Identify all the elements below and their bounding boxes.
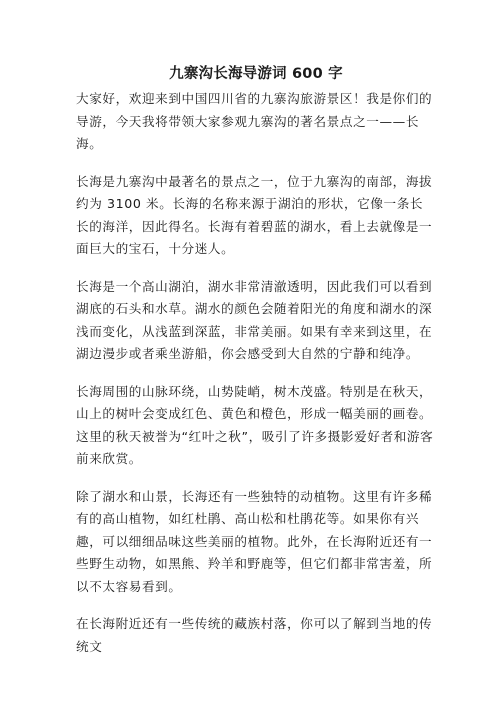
document-title: 九寨沟长海导游词 600 字	[169, 66, 343, 82]
paragraph-1: 大家好，欢迎来到中国四川省的九寨沟旅游景区！我是你们的导游，今天我将带领大家参观九寨沟的著名景点之一——长海。	[76, 91, 433, 151]
paragraph-4: 长海周围的山脉环绕，山势陡峭，树木茂盛。特别是在秋天，山上的树叶会变成红色、黄色和橙色，形成一幅美丽的画卷。这里的秋天被誉为“红叶之秋”，吸引了许多摄影爱好者和游客前来欣赏。	[76, 383, 434, 466]
paragraph-3: 长海是一个高山湖泊，湖水非常清澈透明，因此我们可以看到湖底的石头和水草。湖水的颜色会随着阳光的角度和湖水的深浅而变化，从浅蓝到深蓝，非常美丽。如果有幸来到这里，在湖边漫步或者乘坐游船，你会感受到大自然的宁静和纯净。	[76, 278, 433, 361]
paragraph-6: 在长海附近还有一些传统的藏族村落，你可以了解到当地的传统文	[76, 616, 433, 654]
paragraph-2: 长海是九寨沟中最著名的景点之一，位于九寨沟的南部，海拔约为 3100 米。长海的名称来源于湖泊的形状，它像一条长长的海洋，因此得名。长海有着碧蓝的湖水，看上去就像是一面巨大的宝石，十分迷人。	[76, 173, 433, 256]
paragraph-5: 除了湖水和山景，长海还有一些独特的动植物。这里有许多稀有的高山植物，如红杜鹃、高山松和杜鹃花等。如果你有兴趣，可以细细品味这些美丽的植物。此外，在长海附近还有一些野生动物，如黑熊、羚羊和野鹿等，但它们都非常害羞，所以不太容易看到。	[76, 488, 433, 594]
